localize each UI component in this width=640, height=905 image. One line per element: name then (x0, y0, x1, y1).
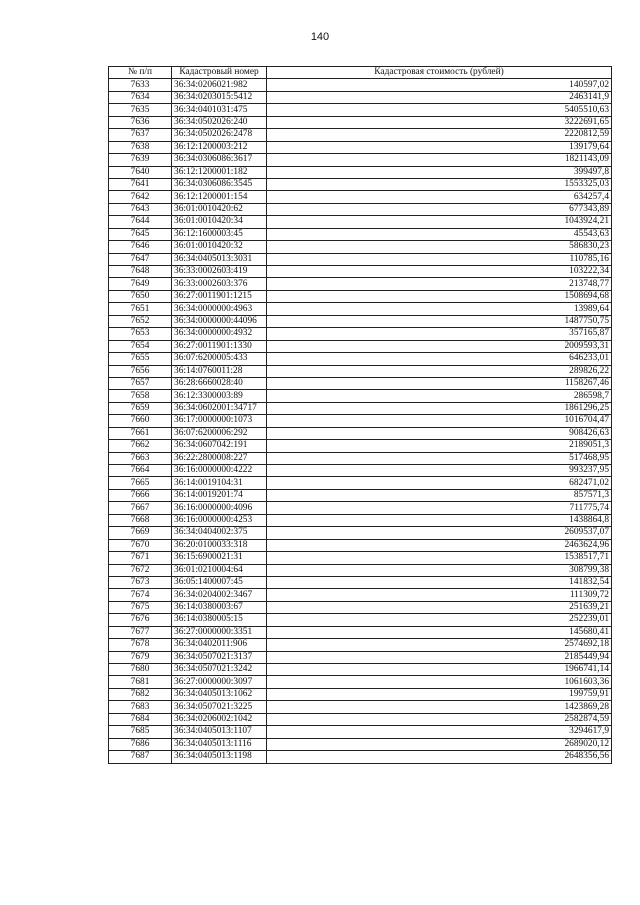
cadastral-value-cell: 1508694,68 (267, 290, 612, 302)
row-number-cell: 7684 (109, 713, 172, 725)
cadastral-number-cell: 36:34:0602001:34717 (172, 402, 267, 414)
table-row (109, 129, 612, 141)
row-number-cell: 7658 (109, 390, 172, 402)
row-number-cell: 7674 (109, 589, 172, 601)
cadastral-number-cell: 36:14:0380003:67 (172, 601, 267, 613)
row-number-cell: 7649 (109, 278, 172, 290)
table-row (109, 639, 612, 651)
table-row (109, 452, 612, 464)
row-number-cell: 7657 (109, 377, 172, 389)
cadastral-value-cell: 289826,22 (267, 365, 612, 377)
table-row (109, 514, 612, 526)
cadastral-value-cell: 2648356,56 (267, 751, 612, 763)
cadastral-number-cell: 36:16:0000000:4253 (172, 514, 267, 526)
row-number-cell: 7635 (109, 104, 172, 116)
cadastral-number-cell: 36:20:0100033:318 (172, 539, 267, 551)
row-number-cell: 7646 (109, 241, 172, 253)
cadastral-number-cell: 36:27:0000000:3097 (172, 676, 267, 688)
table-row (109, 203, 612, 215)
cadastral-number-cell: 36:34:0405013:1116 (172, 738, 267, 750)
cadastral-number-cell: 36:34:0507021:3137 (172, 651, 267, 663)
cadastral-value-cell: 110785,16 (267, 253, 612, 265)
row-number-cell: 7666 (109, 489, 172, 501)
table-row (109, 178, 612, 190)
cadastral-number-cell: 36:01:0010420:62 (172, 203, 267, 215)
cadastral-number-cell: 36:12:3300003:89 (172, 390, 267, 402)
cadastral-number-cell: 36:16:0000000:4222 (172, 465, 267, 477)
cadastral-number-cell: 36:34:0206002:1042 (172, 713, 267, 725)
cadastral-number-cell: 36:28:6660028:40 (172, 377, 267, 389)
cadastral-value-cell: 1821143,09 (267, 154, 612, 166)
cadastral-number-cell: 36:15:6900021:31 (172, 552, 267, 564)
cadastral-value-cell: 646233,01 (267, 353, 612, 365)
table-row (109, 91, 612, 103)
cadastral-value-cell: 145680,41 (267, 626, 612, 638)
row-number-cell: 7639 (109, 154, 172, 166)
table-row (109, 266, 612, 278)
cadastral-number-cell: 36:34:0405013:1198 (172, 751, 267, 763)
row-number-cell: 7667 (109, 502, 172, 514)
row-number-cell: 7661 (109, 427, 172, 439)
cadastral-value-cell: 857571,3 (267, 489, 612, 501)
cadastral-number-cell: 36:07:6200005:433 (172, 353, 267, 365)
table-row (109, 465, 612, 477)
table-row (109, 191, 612, 203)
row-number-cell: 7633 (109, 79, 172, 91)
cadastral-value-cell: 3294617,9 (267, 726, 612, 738)
row-number-cell: 7678 (109, 639, 172, 651)
cadastral-number-cell: 36:27:0011901:1330 (172, 340, 267, 352)
row-number-cell: 7670 (109, 539, 172, 551)
cadastral-value-cell: 2463624,96 (267, 539, 612, 551)
cadastral-number-cell: 36:34:0000000:4963 (172, 303, 267, 315)
table-row (109, 402, 612, 414)
page-number: 140 (310, 31, 330, 43)
cadastral-value-cell: 5405510,63 (267, 104, 612, 116)
cadastral-value-cell: 399497,8 (267, 166, 612, 178)
row-number-cell: 7636 (109, 116, 172, 128)
cadastral-value-cell: 517468,95 (267, 452, 612, 464)
cadastral-value-cell: 1061603,36 (267, 676, 612, 688)
table-row (109, 390, 612, 402)
table-row (109, 228, 612, 240)
column-header-row-number: № п/п (109, 67, 172, 79)
table-row (109, 365, 612, 377)
row-number-cell: 7671 (109, 552, 172, 564)
column-header-cadastral-value: Кадастровая стоимость (рублей) (267, 67, 612, 79)
table-row (109, 713, 612, 725)
table-row (109, 141, 612, 153)
cadastral-number-cell: 36:01:0210004:64 (172, 564, 267, 576)
table-row (109, 502, 612, 514)
cadastral-number-cell: 36:34:0402011:906 (172, 639, 267, 651)
cadastral-number-cell: 36:34:0203015:5412 (172, 91, 267, 103)
cadastral-value-cell: 111309,72 (267, 589, 612, 601)
row-number-cell: 7641 (109, 178, 172, 190)
cadastral-value-cell: 308799,38 (267, 564, 612, 576)
table-row (109, 290, 612, 302)
cadastral-number-cell: 36:14:0019201:74 (172, 489, 267, 501)
row-number-cell: 7654 (109, 340, 172, 352)
row-number-cell: 7653 (109, 328, 172, 340)
cadastral-number-cell: 36:27:0011901:1215 (172, 290, 267, 302)
table-row (109, 116, 612, 128)
row-number-cell: 7676 (109, 614, 172, 626)
cadastral-number-cell: 36:34:0607042:191 (172, 440, 267, 452)
cadastral-number-cell: 36:14:0380005:15 (172, 614, 267, 626)
table-row (109, 751, 612, 763)
table-row (109, 477, 612, 489)
cadastral-number-cell: 36:07:6200006:292 (172, 427, 267, 439)
table-row (109, 315, 612, 327)
table-row (109, 489, 612, 501)
table-row (109, 651, 612, 663)
column-header-cadastral-number: Кадастровый номер (172, 67, 267, 79)
cadastral-number-cell: 36:14:0760011:28 (172, 365, 267, 377)
cadastral-value-cell: 2689020,12 (267, 738, 612, 750)
cadastral-value-cell: 2574692,18 (267, 639, 612, 651)
table-row (109, 701, 612, 713)
cadastral-value-cell: 45543,63 (267, 228, 612, 240)
cadastral-number-cell: 36:12:1200001:182 (172, 166, 267, 178)
row-number-cell: 7642 (109, 191, 172, 203)
cadastral-value-cell: 1438864,8 (267, 514, 612, 526)
row-number-cell: 7677 (109, 626, 172, 638)
cadastral-number-cell: 36:34:0507021:3225 (172, 701, 267, 713)
cadastral-value-cell: 103222,34 (267, 266, 612, 278)
row-number-cell: 7665 (109, 477, 172, 489)
table-row (109, 427, 612, 439)
cadastral-value-cell: 1553325,03 (267, 178, 612, 190)
table-header-row (109, 67, 612, 79)
cadastral-value-cell: 140597,02 (267, 79, 612, 91)
row-number-cell: 7686 (109, 738, 172, 750)
cadastral-number-cell: 36:34:0405013:1062 (172, 688, 267, 700)
cadastral-value-cell: 1861296,25 (267, 402, 612, 414)
cadastral-number-cell: 36:34:0502026:240 (172, 116, 267, 128)
table-row (109, 576, 612, 588)
cadastral-value-cell: 2609537,07 (267, 527, 612, 539)
cadastral-number-cell: 36:16:0000000:4096 (172, 502, 267, 514)
table-row (109, 415, 612, 427)
table-row (109, 303, 612, 315)
table-row (109, 104, 612, 116)
cadastral-value-cell: 682471,02 (267, 477, 612, 489)
cadastral-value-cell: 1016704,47 (267, 415, 612, 427)
cadastral-number-cell: 36:05:1400007:45 (172, 576, 267, 588)
cadastral-value-cell: 13989,64 (267, 303, 612, 315)
table-row (109, 241, 612, 253)
cadastral-value-cell: 993237,95 (267, 465, 612, 477)
cadastral-value-cell: 677343,89 (267, 203, 612, 215)
cadastral-value-cell: 2009593,31 (267, 340, 612, 352)
table-row (109, 601, 612, 613)
table-row (109, 278, 612, 290)
row-number-cell: 7680 (109, 664, 172, 676)
cadastral-value-cell: 286598,7 (267, 390, 612, 402)
cadastral-number-cell: 36:34:0306086:3545 (172, 178, 267, 190)
cadastral-value-cell: 251639,21 (267, 601, 612, 613)
cadastral-number-cell: 36:22:2800008:227 (172, 452, 267, 464)
cadastral-value-cell: 2189051,3 (267, 440, 612, 452)
table-row (109, 726, 612, 738)
cadastral-value-cell: 1966741,14 (267, 664, 612, 676)
row-number-cell: 7664 (109, 465, 172, 477)
cadastral-number-cell: 36:12:1600003:45 (172, 228, 267, 240)
row-number-cell: 7659 (109, 402, 172, 414)
table-row (109, 738, 612, 750)
row-number-cell: 7651 (109, 303, 172, 315)
cadastral-value-cell: 1158267,46 (267, 377, 612, 389)
cadastral-number-cell: 36:34:0204002:3467 (172, 589, 267, 601)
cadastral-number-cell: 36:14:0019104:31 (172, 477, 267, 489)
cadastral-number-cell: 36:17:0000000:1073 (172, 415, 267, 427)
cadastral-value-cell: 199759,91 (267, 688, 612, 700)
table-row (109, 166, 612, 178)
row-number-cell: 7679 (109, 651, 172, 663)
row-number-cell: 7644 (109, 216, 172, 228)
cadastral-value-cell: 1487750,75 (267, 315, 612, 327)
cadastral-value-cell: 252239,01 (267, 614, 612, 626)
table-row (109, 688, 612, 700)
cadastral-value-cell: 1538517,71 (267, 552, 612, 564)
row-number-cell: 7656 (109, 365, 172, 377)
row-number-cell: 7648 (109, 266, 172, 278)
cadastral-value-cell: 1423869,28 (267, 701, 612, 713)
cadastral-value-table (108, 66, 612, 764)
table-row (109, 564, 612, 576)
table-body (109, 79, 612, 763)
table-row (109, 539, 612, 551)
cadastral-number-cell: 36:12:1200003:212 (172, 141, 267, 153)
cadastral-value-cell: 213748,77 (267, 278, 612, 290)
cadastral-value-cell: 634257,4 (267, 191, 612, 203)
row-number-cell: 7668 (109, 514, 172, 526)
row-number-cell: 7638 (109, 141, 172, 153)
row-number-cell: 7662 (109, 440, 172, 452)
cadastral-number-cell: 36:01:0010420:32 (172, 241, 267, 253)
cadastral-value-cell: 908426,63 (267, 427, 612, 439)
cadastral-value-cell: 2185449,94 (267, 651, 612, 663)
row-number-cell: 7640 (109, 166, 172, 178)
cadastral-value-cell: 711775,74 (267, 502, 612, 514)
table-row (109, 216, 612, 228)
cadastral-value-cell: 139179,64 (267, 141, 612, 153)
row-number-cell: 7687 (109, 751, 172, 763)
cadastral-value-cell: 2582874,59 (267, 713, 612, 725)
table-row (109, 340, 612, 352)
cadastral-number-cell: 36:34:0306086:3617 (172, 154, 267, 166)
row-number-cell: 7645 (109, 228, 172, 240)
cadastral-number-cell: 36:34:0401031:475 (172, 104, 267, 116)
cadastral-number-cell: 36:33:0002603:376 (172, 278, 267, 290)
cadastral-number-cell: 36:27:0000000:3351 (172, 626, 267, 638)
cadastral-number-cell: 36:34:0206021:982 (172, 79, 267, 91)
cadastral-value-cell: 2463141,9 (267, 91, 612, 103)
row-number-cell: 7681 (109, 676, 172, 688)
table-row (109, 614, 612, 626)
cadastral-number-cell: 36:34:0000000:4932 (172, 328, 267, 340)
cadastral-number-cell: 36:12:1200001:154 (172, 191, 267, 203)
table-row (109, 79, 612, 91)
row-number-cell: 7637 (109, 129, 172, 141)
table-row (109, 377, 612, 389)
cadastral-value-cell: 357165,87 (267, 328, 612, 340)
cadastral-number-cell: 36:34:0405013:1107 (172, 726, 267, 738)
row-number-cell: 7634 (109, 91, 172, 103)
table-row (109, 154, 612, 166)
table-row (109, 353, 612, 365)
cadastral-number-cell: 36:34:0000000:44096 (172, 315, 267, 327)
cadastral-number-cell: 36:33:0002603:419 (172, 266, 267, 278)
cadastral-number-cell: 36:01:0010420:34 (172, 216, 267, 228)
row-number-cell: 7643 (109, 203, 172, 215)
table-row (109, 626, 612, 638)
row-number-cell: 7663 (109, 452, 172, 464)
cadastral-number-cell: 36:34:0404002:375 (172, 527, 267, 539)
row-number-cell: 7650 (109, 290, 172, 302)
table-row (109, 527, 612, 539)
row-number-cell: 7655 (109, 353, 172, 365)
table-row (109, 664, 612, 676)
cadastral-value-cell: 2220812,59 (267, 129, 612, 141)
table-row (109, 552, 612, 564)
row-number-cell: 7683 (109, 701, 172, 713)
row-number-cell: 7682 (109, 688, 172, 700)
row-number-cell: 7672 (109, 564, 172, 576)
cadastral-number-cell: 36:34:0507021:3242 (172, 664, 267, 676)
cadastral-number-cell: 36:34:0405013:3031 (172, 253, 267, 265)
table-row (109, 253, 612, 265)
row-number-cell: 7669 (109, 527, 172, 539)
table-row (109, 676, 612, 688)
row-number-cell: 7652 (109, 315, 172, 327)
cadastral-value-cell: 141832,54 (267, 576, 612, 588)
row-number-cell: 7685 (109, 726, 172, 738)
row-number-cell: 7660 (109, 415, 172, 427)
cadastral-value-cell: 1043924,21 (267, 216, 612, 228)
row-number-cell: 7647 (109, 253, 172, 265)
cadastral-value-cell: 586830,23 (267, 241, 612, 253)
table-row (109, 328, 612, 340)
table-row (109, 440, 612, 452)
row-number-cell: 7675 (109, 601, 172, 613)
cadastral-value-cell: 3222691,65 (267, 116, 612, 128)
cadastral-number-cell: 36:34:0502026:2478 (172, 129, 267, 141)
row-number-cell: 7673 (109, 576, 172, 588)
table-row (109, 589, 612, 601)
